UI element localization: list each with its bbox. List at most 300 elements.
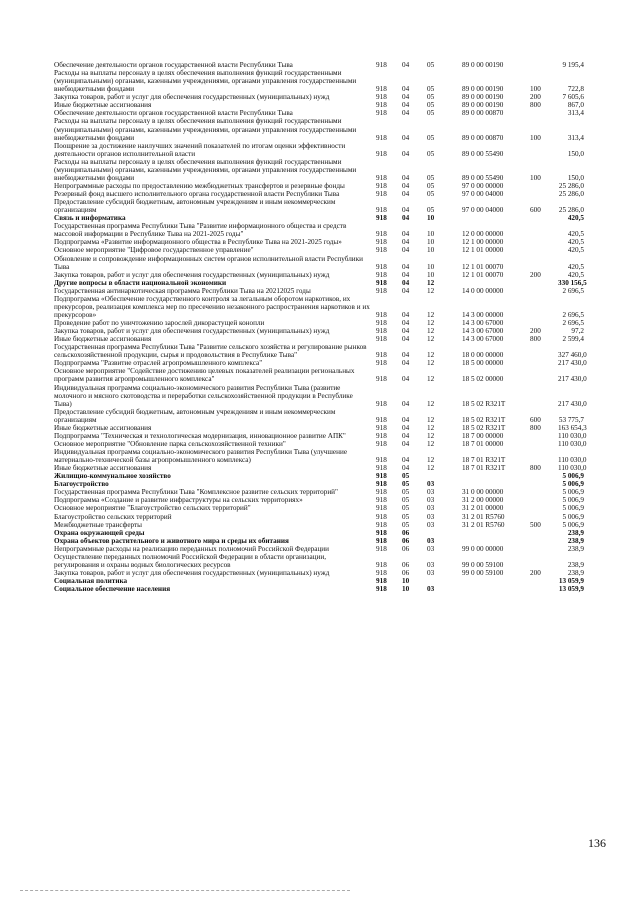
section-code: 04 bbox=[402, 101, 410, 110]
amount: 5 006,9 bbox=[562, 512, 584, 521]
table-row bbox=[54, 359, 587, 368]
target-article-code: 18 5 02 00000 bbox=[462, 375, 504, 384]
subsection-code: 12 bbox=[427, 415, 435, 424]
table-row bbox=[54, 93, 584, 101]
grbs-code: 918 bbox=[376, 335, 387, 344]
amount: 420,5 bbox=[567, 270, 584, 279]
row-name: Подпрограмма "Развитие отраслей агропромышленного комплекса" bbox=[54, 359, 263, 368]
amount: 238,9 bbox=[567, 560, 584, 569]
amount: 217 430,0 bbox=[558, 375, 587, 384]
subsection-code: 03 bbox=[427, 488, 435, 497]
target-article-code: 12 1 01 00070 bbox=[462, 262, 504, 271]
section-code: 05 bbox=[402, 520, 410, 529]
row-name: Непрограммные расходы по предоставлению межбюджетных трансфертов и резервные фонды bbox=[54, 181, 345, 190]
table-row bbox=[54, 190, 584, 198]
table-row bbox=[54, 504, 584, 512]
amount: 420,5 bbox=[567, 214, 584, 223]
grbs-code: 918 bbox=[376, 101, 387, 110]
amount: 5 006,9 bbox=[562, 472, 584, 481]
section-code: 04 bbox=[402, 93, 410, 102]
section-code: 05 bbox=[402, 488, 410, 497]
target-article-code: 89 0 00 00870 bbox=[462, 133, 504, 142]
subsection-code: 05 bbox=[427, 109, 435, 118]
subsection-code: 05 bbox=[427, 206, 435, 215]
table-row bbox=[54, 383, 587, 408]
grbs-code: 918 bbox=[376, 504, 387, 513]
amount: 420,5 bbox=[567, 230, 584, 239]
amount: 722,8 bbox=[567, 85, 584, 94]
subsection-code: 12 bbox=[427, 464, 435, 473]
table-row bbox=[54, 61, 584, 69]
amount: 420,5 bbox=[567, 262, 584, 271]
amount: 2 696,5 bbox=[562, 286, 584, 295]
budget-table bbox=[54, 61, 587, 594]
subsection-code: 03 bbox=[427, 536, 435, 545]
section-code: 05 bbox=[402, 472, 410, 481]
amount: 110 030,0 bbox=[558, 456, 587, 465]
expense-type-code: 200 bbox=[530, 93, 541, 102]
table-row bbox=[54, 198, 584, 214]
amount: 5 006,9 bbox=[562, 496, 584, 505]
expense-type-code: 100 bbox=[530, 173, 541, 182]
section-code: 04 bbox=[402, 270, 410, 279]
table-row bbox=[54, 529, 584, 537]
subsection-code: 12 bbox=[427, 310, 435, 319]
row-name: Иные бюджетные ассигнования bbox=[54, 423, 152, 432]
target-article-code: 89 0 00 00190 bbox=[462, 61, 504, 69]
amount: 330 156,5 bbox=[558, 278, 587, 287]
grbs-code: 918 bbox=[376, 270, 387, 279]
grbs-code: 918 bbox=[376, 528, 387, 537]
subsection-code: 10 bbox=[427, 262, 435, 271]
grbs-code: 918 bbox=[376, 488, 387, 497]
target-article-code: 18 5 00 00000 bbox=[462, 359, 504, 368]
subsection-code: 05 bbox=[427, 101, 435, 110]
subsection-code: 12 bbox=[427, 431, 435, 440]
grbs-code: 918 bbox=[376, 214, 387, 223]
section-code: 04 bbox=[402, 456, 410, 465]
section-code: 04 bbox=[402, 335, 410, 344]
section-code: 05 bbox=[402, 496, 410, 505]
row-name: Государственная программа Республики Тыва "Развитие информационного общества и средств массовой информации в Республике Тыва на 2021-2025 годы" bbox=[54, 222, 347, 239]
amount: 5 006,9 bbox=[562, 504, 584, 513]
table-row bbox=[54, 69, 584, 93]
table-row bbox=[54, 117, 584, 141]
target-article-code: 31 2 01 00000 bbox=[462, 504, 504, 513]
row-name: Расходы на выплаты персоналу в целях обеспечения выполнения функций государственными (муниципальными) органами, казенными учреждениями, органами управления государственными внебюджетными фондами bbox=[54, 69, 357, 94]
expense-type-code: 100 bbox=[530, 133, 541, 142]
row-name: Основное мероприятие "Благоустройство сельских территорий" bbox=[54, 504, 251, 513]
section-code: 04 bbox=[402, 310, 410, 319]
grbs-code: 918 bbox=[376, 93, 387, 102]
target-article-code: 18 7 01 R321T bbox=[462, 456, 506, 465]
row-name: Обеспечение деятельности органов государственной власти Республики Тыва bbox=[54, 61, 293, 69]
target-article-code: 18 5 02 R321T bbox=[462, 399, 506, 408]
row-name: Благоустройство bbox=[54, 480, 109, 489]
amount: 420,5 bbox=[567, 246, 584, 255]
subsection-code: 05 bbox=[427, 61, 435, 69]
subsection-code: 03 bbox=[427, 544, 435, 553]
subsection-code: 03 bbox=[427, 480, 435, 489]
subsection-code: 03 bbox=[427, 568, 435, 577]
row-name: Государственная программа Республики Тыва "Комплексное развитие сельских территорий" bbox=[54, 488, 338, 497]
amount: 150,0 bbox=[567, 173, 584, 182]
target-article-code: 31 2 00 00000 bbox=[462, 496, 504, 505]
grbs-code: 918 bbox=[376, 439, 387, 448]
amount: 150,0 bbox=[567, 149, 584, 158]
grbs-code: 918 bbox=[376, 577, 387, 585]
section-code: 04 bbox=[402, 351, 410, 360]
expense-type-code: 600 bbox=[530, 206, 541, 215]
target-article-code: 99 0 00 00000 bbox=[462, 544, 504, 553]
subsection-code: 12 bbox=[427, 351, 435, 360]
expense-type-code: 800 bbox=[530, 101, 541, 110]
table-row bbox=[54, 472, 584, 480]
subsection-code: 12 bbox=[427, 286, 435, 295]
subsection-code: 12 bbox=[427, 456, 435, 465]
grbs-code: 918 bbox=[376, 415, 387, 424]
row-name: Обновление и сопровождение информационных систем органов исполнительной власти Республики Тыва bbox=[54, 254, 363, 271]
row-name: Иные бюджетные ассигнования bbox=[54, 101, 152, 110]
row-name: Иные бюджетные ассигнования bbox=[54, 335, 152, 344]
table-row bbox=[54, 182, 584, 190]
grbs-code: 918 bbox=[376, 472, 387, 481]
expense-type-code: 600 bbox=[530, 415, 541, 424]
target-article-code: 12 1 01 00070 bbox=[462, 270, 504, 279]
grbs-code: 918 bbox=[376, 512, 387, 521]
row-name: Подпрограмма "Техническая и технологическая модернизация, инновационное развитие АПК" bbox=[54, 431, 346, 440]
target-article-code: 31 0 00 00000 bbox=[462, 488, 504, 497]
grbs-code: 918 bbox=[376, 286, 387, 295]
section-code: 04 bbox=[402, 206, 410, 215]
table-row bbox=[54, 577, 584, 585]
row-name: Осуществление переданных полномочий Российской Федерации в области организации, регулирования и охраны водных биологических ресурсов bbox=[54, 552, 327, 569]
subsection-code: 03 bbox=[427, 520, 435, 529]
amount: 420,5 bbox=[567, 238, 584, 247]
section-code: 10 bbox=[402, 585, 410, 594]
table-row bbox=[54, 278, 587, 287]
grbs-code: 918 bbox=[376, 351, 387, 360]
section-code: 06 bbox=[402, 528, 410, 537]
amount: 7 605,6 bbox=[562, 93, 584, 102]
target-article-code: 97 0 00 04000 bbox=[462, 190, 504, 198]
amount: 5 006,9 bbox=[562, 520, 584, 529]
amount: 163 654,3 bbox=[558, 423, 587, 432]
subsection-code: 03 bbox=[427, 512, 435, 521]
subsection-code: 12 bbox=[427, 439, 435, 448]
grbs-code: 918 bbox=[376, 359, 387, 368]
target-article-code: 12 0 00 00000 bbox=[462, 230, 504, 239]
grbs-code: 918 bbox=[376, 464, 387, 473]
amount: 238,9 bbox=[567, 568, 584, 577]
row-name: Связь и информатика bbox=[54, 214, 126, 223]
grbs-code: 918 bbox=[376, 310, 387, 319]
row-name: Проведение работ по уничтожению зарослей дикорастущей конопли bbox=[54, 319, 265, 327]
table-row bbox=[54, 521, 584, 529]
section-code: 04 bbox=[402, 190, 410, 198]
grbs-code: 918 bbox=[376, 133, 387, 142]
subsection-code: 12 bbox=[427, 375, 435, 384]
target-article-code: 31 2 01 R5760 bbox=[462, 520, 505, 529]
table-row bbox=[54, 545, 584, 553]
section-code: 04 bbox=[402, 327, 410, 336]
amount: 25 286,0 bbox=[558, 181, 584, 190]
row-name: Непрограммные расходы на реализацию переданных полномочий Российской Федерации bbox=[54, 544, 329, 553]
table-row bbox=[54, 569, 584, 577]
row-name: Предоставление субсидий бюджетным, автономным учреждениям и иным некоммерческим организациям bbox=[54, 198, 336, 215]
grbs-code: 918 bbox=[376, 149, 387, 158]
row-name: Социальное обеспечение населения bbox=[54, 585, 171, 594]
grbs-code: 918 bbox=[376, 431, 387, 440]
grbs-code: 918 bbox=[376, 319, 387, 327]
subsection-code: 05 bbox=[427, 149, 435, 158]
section-code: 04 bbox=[402, 246, 410, 255]
grbs-code: 918 bbox=[376, 399, 387, 408]
amount: 25 286,0 bbox=[558, 190, 584, 198]
section-code: 04 bbox=[402, 278, 410, 287]
section-code: 04 bbox=[402, 439, 410, 448]
target-article-code: 89 0 00 00190 bbox=[462, 93, 504, 102]
target-article-code: 18 0 00 00000 bbox=[462, 351, 504, 360]
section-code: 04 bbox=[402, 133, 410, 142]
table-row bbox=[54, 101, 584, 109]
table-row bbox=[54, 553, 584, 569]
target-article-code: 18 5 02 R321T bbox=[462, 423, 506, 432]
section-code: 04 bbox=[402, 423, 410, 432]
row-name: Закупка товаров, работ и услуг для обеспечения государственных (муниципальных) нужд bbox=[54, 568, 330, 577]
expense-type-code: 100 bbox=[530, 85, 541, 94]
table-row bbox=[54, 439, 587, 448]
subsection-code: 05 bbox=[427, 173, 435, 182]
row-name: Подпрограмма «Обеспечение государственного контроля за легальным оборотом наркотиков, их прекурсоров, реализация комплекса мер по пресечению незаконного распространения наркотиков и их прекурсоров» bbox=[54, 294, 370, 319]
table-row bbox=[54, 423, 587, 432]
section-code: 04 bbox=[402, 399, 410, 408]
amount: 2 696,5 bbox=[562, 319, 584, 327]
target-article-code: 14 3 00 67000 bbox=[462, 319, 504, 327]
target-article-code: 97 0 00 00000 bbox=[462, 181, 504, 190]
row-name: Основное мероприятие "Цифровое государственное управление" bbox=[54, 246, 254, 255]
grbs-code: 918 bbox=[376, 278, 387, 287]
grbs-code: 918 bbox=[376, 327, 387, 336]
section-code: 04 bbox=[402, 230, 410, 239]
subsection-code: 03 bbox=[427, 585, 435, 594]
page-number: 136 bbox=[588, 836, 606, 850]
target-article-code: 12 1 00 00000 bbox=[462, 238, 504, 247]
table-row bbox=[54, 319, 584, 327]
subsection-code: 10 bbox=[427, 270, 435, 279]
grbs-code: 918 bbox=[376, 230, 387, 239]
expense-type-code: 200 bbox=[530, 568, 541, 577]
section-code: 06 bbox=[402, 536, 410, 545]
table-row bbox=[54, 327, 584, 335]
table-row bbox=[54, 367, 587, 384]
amount: 9 195,4 bbox=[562, 61, 584, 69]
grbs-code: 918 bbox=[376, 262, 387, 271]
row-name: Благоустройство сельских территорий bbox=[54, 512, 172, 521]
section-code: 04 bbox=[402, 173, 410, 182]
target-article-code: 89 0 00 00870 bbox=[462, 109, 504, 118]
expense-type-code: 200 bbox=[530, 270, 541, 279]
target-article-code: 89 0 00 00190 bbox=[462, 101, 504, 110]
target-article-code: 18 5 02 R321T bbox=[462, 415, 506, 424]
target-article-code: 18 7 00 00000 bbox=[462, 431, 504, 440]
grbs-code: 918 bbox=[376, 173, 387, 182]
row-name: Резервный фонд высшего исполнительного органа государственной власти Республики Тыва bbox=[54, 190, 340, 198]
amount: 13 059,9 bbox=[558, 585, 584, 594]
table-row bbox=[54, 222, 584, 238]
amount: 327 460,0 bbox=[558, 351, 587, 360]
row-name: Обеспечение деятельности органов государственной власти Республики Тыва bbox=[54, 109, 293, 118]
section-code: 04 bbox=[402, 238, 410, 247]
subsection-code: 10 bbox=[427, 230, 435, 239]
amount: 97,2 bbox=[571, 327, 584, 336]
amount: 110 030,0 bbox=[558, 464, 587, 473]
section-code: 04 bbox=[402, 415, 410, 424]
table-row bbox=[54, 464, 587, 473]
table-row bbox=[54, 537, 584, 545]
row-name: Иные бюджетные ассигнования bbox=[54, 464, 152, 473]
row-name: Закупка товаров, работ и услуг для обеспечения государственных (муниципальных) нужд bbox=[54, 93, 330, 102]
target-article-code: 99 0 00 59100 bbox=[462, 568, 504, 577]
amount: 313,4 bbox=[567, 133, 584, 142]
expense-type-code: 800 bbox=[530, 464, 541, 473]
amount: 5 006,9 bbox=[562, 480, 584, 489]
scan-artifact-line bbox=[20, 890, 350, 891]
grbs-code: 918 bbox=[376, 375, 387, 384]
subsection-code: 05 bbox=[427, 190, 435, 198]
grbs-code: 918 bbox=[376, 206, 387, 215]
grbs-code: 918 bbox=[376, 190, 387, 198]
table-row bbox=[54, 214, 584, 222]
row-name: Социальная политика bbox=[54, 577, 128, 585]
table-row bbox=[54, 142, 584, 158]
section-code: 04 bbox=[402, 286, 410, 295]
row-name: Государственная антинаркотическая программа Республики Тыва на 20212025 годы bbox=[54, 286, 311, 295]
grbs-code: 918 bbox=[376, 480, 387, 489]
table-row bbox=[54, 431, 587, 440]
section-code: 04 bbox=[402, 375, 410, 384]
target-article-code: 31 2 01 R5760 bbox=[462, 512, 505, 521]
subsection-code: 12 bbox=[427, 278, 435, 287]
row-name: Закупка товаров, работ и услуг для обеспечения государственных (муниципальных) нужд bbox=[54, 327, 330, 336]
amount: 2 696,5 bbox=[562, 310, 584, 319]
subsection-code: 12 bbox=[427, 399, 435, 408]
subsection-code: 12 bbox=[427, 335, 435, 344]
section-code: 04 bbox=[402, 181, 410, 190]
grbs-code: 918 bbox=[376, 85, 387, 94]
grbs-code: 918 bbox=[376, 536, 387, 545]
table-row bbox=[54, 496, 584, 504]
subsection-code: 12 bbox=[427, 359, 435, 368]
subsection-code: 05 bbox=[427, 93, 435, 102]
target-article-code: 14 0 00 00000 bbox=[462, 286, 504, 295]
target-article-code: 18 7 01 00000 bbox=[462, 439, 504, 448]
expense-type-code: 800 bbox=[530, 335, 541, 344]
section-code: 04 bbox=[402, 319, 410, 327]
grbs-code: 918 bbox=[376, 109, 387, 118]
subsection-code: 03 bbox=[427, 560, 435, 569]
row-name: Расходы на выплаты персоналу в целях обеспечения выполнения функций государственными (муниципальными) органами, казенными учреждениями, органами управления государственными внебюджетными фондами bbox=[54, 157, 357, 182]
subsection-code: 05 bbox=[427, 181, 435, 190]
target-article-code: 12 1 01 00000 bbox=[462, 246, 504, 255]
expense-type-code: 500 bbox=[530, 520, 541, 529]
section-code: 04 bbox=[402, 262, 410, 271]
target-article-code: 14 3 00 67000 bbox=[462, 335, 504, 344]
grbs-code: 918 bbox=[376, 456, 387, 465]
subsection-code: 10 bbox=[427, 246, 435, 255]
row-name: Индивидуальная программа социально-экономического развития Республики Тыва (развитие молочного и мясного скотоводства и переработки сельскохозяйственной продукции в Республике Тыва) bbox=[54, 383, 353, 408]
amount: 238,9 bbox=[567, 544, 584, 553]
row-name: Индивидуальная программа социально-экономического развития Республики Тыва (улучшение материально-технической базы агропромышленного комплекса) bbox=[54, 448, 348, 465]
subsection-code: 03 bbox=[427, 504, 435, 513]
table-row bbox=[54, 480, 584, 488]
row-name: Охрана объектов растительного и животного мира и среды их обитания bbox=[54, 536, 289, 545]
table-row bbox=[54, 295, 584, 319]
row-name: Жилищно-коммунальное хозяйство bbox=[54, 472, 171, 481]
amount: 2 599,4 bbox=[562, 335, 584, 344]
amount: 238,9 bbox=[567, 528, 584, 537]
section-code: 05 bbox=[402, 480, 410, 489]
grbs-code: 918 bbox=[376, 238, 387, 247]
grbs-code: 918 bbox=[376, 61, 387, 69]
table-row bbox=[54, 488, 584, 496]
section-code: 06 bbox=[402, 544, 410, 553]
section-code: 06 bbox=[402, 568, 410, 577]
section-code: 06 bbox=[402, 560, 410, 569]
table-row bbox=[54, 255, 584, 271]
target-article-code: 14 3 00 67000 bbox=[462, 327, 504, 336]
amount: 110 030,0 bbox=[558, 439, 587, 448]
row-name: Основное мероприятие "Обновление парка сельскохозяйственной техники" bbox=[54, 439, 286, 448]
table-row bbox=[54, 513, 584, 521]
amount: 13 059,9 bbox=[558, 577, 584, 585]
table-row bbox=[54, 585, 584, 593]
subsection-code: 03 bbox=[427, 496, 435, 505]
amount: 25 286,0 bbox=[558, 206, 584, 215]
grbs-code: 918 bbox=[376, 423, 387, 432]
target-article-code: 99 0 00 59100 bbox=[462, 560, 504, 569]
table-row bbox=[54, 343, 587, 360]
table-row bbox=[54, 335, 584, 343]
section-code: 04 bbox=[402, 214, 410, 223]
table-row bbox=[54, 408, 584, 424]
amount: 5 006,9 bbox=[562, 488, 584, 497]
table-row bbox=[54, 158, 584, 182]
expense-type-code: 200 bbox=[530, 327, 541, 336]
target-article-code: 18 7 01 R321T bbox=[462, 464, 506, 473]
table-row bbox=[54, 448, 587, 465]
grbs-code: 918 bbox=[376, 496, 387, 505]
subsection-code: 10 bbox=[427, 238, 435, 247]
grbs-code: 918 bbox=[376, 181, 387, 190]
table-row bbox=[54, 109, 584, 117]
target-article-code: 89 0 00 55490 bbox=[462, 173, 504, 182]
section-code: 04 bbox=[402, 464, 410, 473]
table-row bbox=[54, 246, 584, 254]
grbs-code: 918 bbox=[376, 520, 387, 529]
grbs-code: 918 bbox=[376, 246, 387, 255]
section-code: 04 bbox=[402, 149, 410, 158]
subsection-code: 12 bbox=[427, 327, 435, 336]
subsection-code: 05 bbox=[427, 85, 435, 94]
subsection-code: 12 bbox=[427, 423, 435, 432]
table-row bbox=[54, 271, 584, 279]
amount: 53 775,7 bbox=[558, 415, 584, 424]
section-code: 04 bbox=[402, 61, 410, 69]
row-name: Закупка товаров, работ и услуг для обеспечения государственных (муниципальных) нужд bbox=[54, 270, 330, 279]
grbs-code: 918 bbox=[376, 568, 387, 577]
amount: 867,0 bbox=[567, 101, 584, 110]
